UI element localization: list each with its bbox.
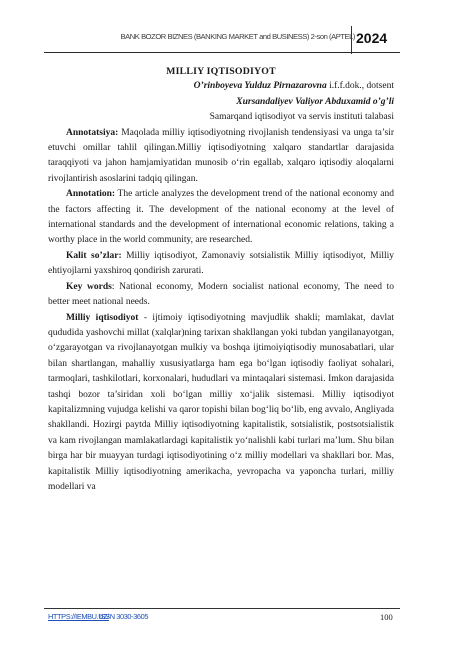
journal-title: BANK BOZOR BIZNES (BANKING MARKET and BUSINESS) 2-son (APTEL) — [120, 32, 355, 41]
page-header — [0, 0, 459, 60]
header-divider — [351, 26, 352, 54]
keywords-uz-text: Milliy iqtisodiyot, Zamonaviy sotsialistik Milliy iqtisodiyot, Milliy ehtiyojlarni yaxshiroq qondirish zarurati. — [48, 250, 394, 277]
article-body — [48, 64, 394, 495]
keywords-uz-label: Kalit so’zlar: — [66, 250, 122, 261]
annotation-en — [48, 187, 394, 249]
author-1-role: i.f.f.dok., dotsent — [326, 81, 394, 92]
author-2-name: Xursandaliyev Valiyor Abduxamid o’g’li — [236, 96, 394, 107]
body-paragraph — [48, 311, 394, 496]
author-1 — [48, 79, 394, 94]
page-number: 100 — [380, 612, 393, 622]
annotation-en-label: Annotation: — [66, 189, 116, 200]
affiliation: Samarqand iqtisodiyot va servis instituti talabasi — [209, 112, 394, 123]
footer-website-link[interactable]: HTTPS://IEMBU.UZ/ — [48, 612, 109, 621]
header-rule — [44, 52, 400, 53]
body-text: - ijtimoiy iqtisodiyotning mavjudlik shakli; mamlakat, davlat qududida yashovchi millat (xalqlar)ning tarixan shakllangan yoki tubdan yangilanayotgan, o‘zgarayotgan va rivojlanayotgan mulkiy va boshqa ijtimoiyiqtisodiy munosabatlari, ular bilan shartlangan, mahalliy xususiyatlarga ham ega bo‘lgan iqtisodiy faoliyat sohalari, tarmoqlari, tashkilotlari, korxonalari, hududlari va mintaqalari sistemasi. Imkon darajasida tashqi bozor ta’siridan xoli bo‘lgan milliy xo‘jalik sistemasi. Milliy iqtisodiyot kapitalizmning vujudga kelishi va qaror topishi bilan bog‘liq bo‘lib, eng avvalo, Angliyada shakllandi. Hozirgi paytda Milliy iqtisodiyotning kapitalistik, sotsialistik, postsotsialistik va kam rivojlangan mamlakatlardagi kapitalistik yo‘nalishli kabi turlari ma’lum. Shu bilan birga har bir muayyan turdagi iqtisodiyotining o‘z milliy modellari va shakllari bor. Mas, kapitalistik Milliy iqtisodiyotning amerikacha, yevropacha va yaponcha turlari, milliy modellari va — [48, 312, 394, 492]
keywords-en — [48, 280, 394, 311]
annotation-uz-text: Maqolada milliy iqtisodiyotning rivojlanish tendensiyasi va unga ta’sir etuvchi omillar tahlil qilingan.Milliy iqtisodiyotning xalqaro standartlar darajasida taraqqiyoti va jahon hamjamiyatidan munosib o‘rin egallab, xalqaro iqtisodiy aloqalarni rivojlantirish asoslarini tadqiq qilingan. — [48, 127, 394, 184]
annotation-uz-label: Annotatsiya: — [66, 127, 119, 138]
footer-issn: ISSN 3030-3605 — [99, 612, 149, 621]
body-lead-term: Milliy iqtisodiyot — [66, 312, 139, 323]
author-1-name: O’rinboyeva Yulduz Pirnazarovna — [193, 81, 327, 92]
article-title: MILLIY IQTISODIYOT — [166, 66, 276, 77]
keywords-en-label: Key words — [66, 281, 112, 292]
keywords-en-text: : National economy, Modern socialist national economy, The need to better meet national needs. — [48, 281, 394, 308]
page-footer — [0, 600, 459, 650]
footer-rule — [44, 608, 400, 609]
annotation-uz — [48, 126, 394, 188]
journal-year: 2024 — [356, 30, 388, 46]
author-2 — [48, 95, 394, 110]
annotation-en-text: The article analyzes the development trend of the national economy and the factors affecting it. The development of the national economy at the level of international standards and the development of international economic relations, taking a worthy place in the world community, are researched. — [48, 189, 394, 246]
keywords-uz — [48, 249, 394, 280]
